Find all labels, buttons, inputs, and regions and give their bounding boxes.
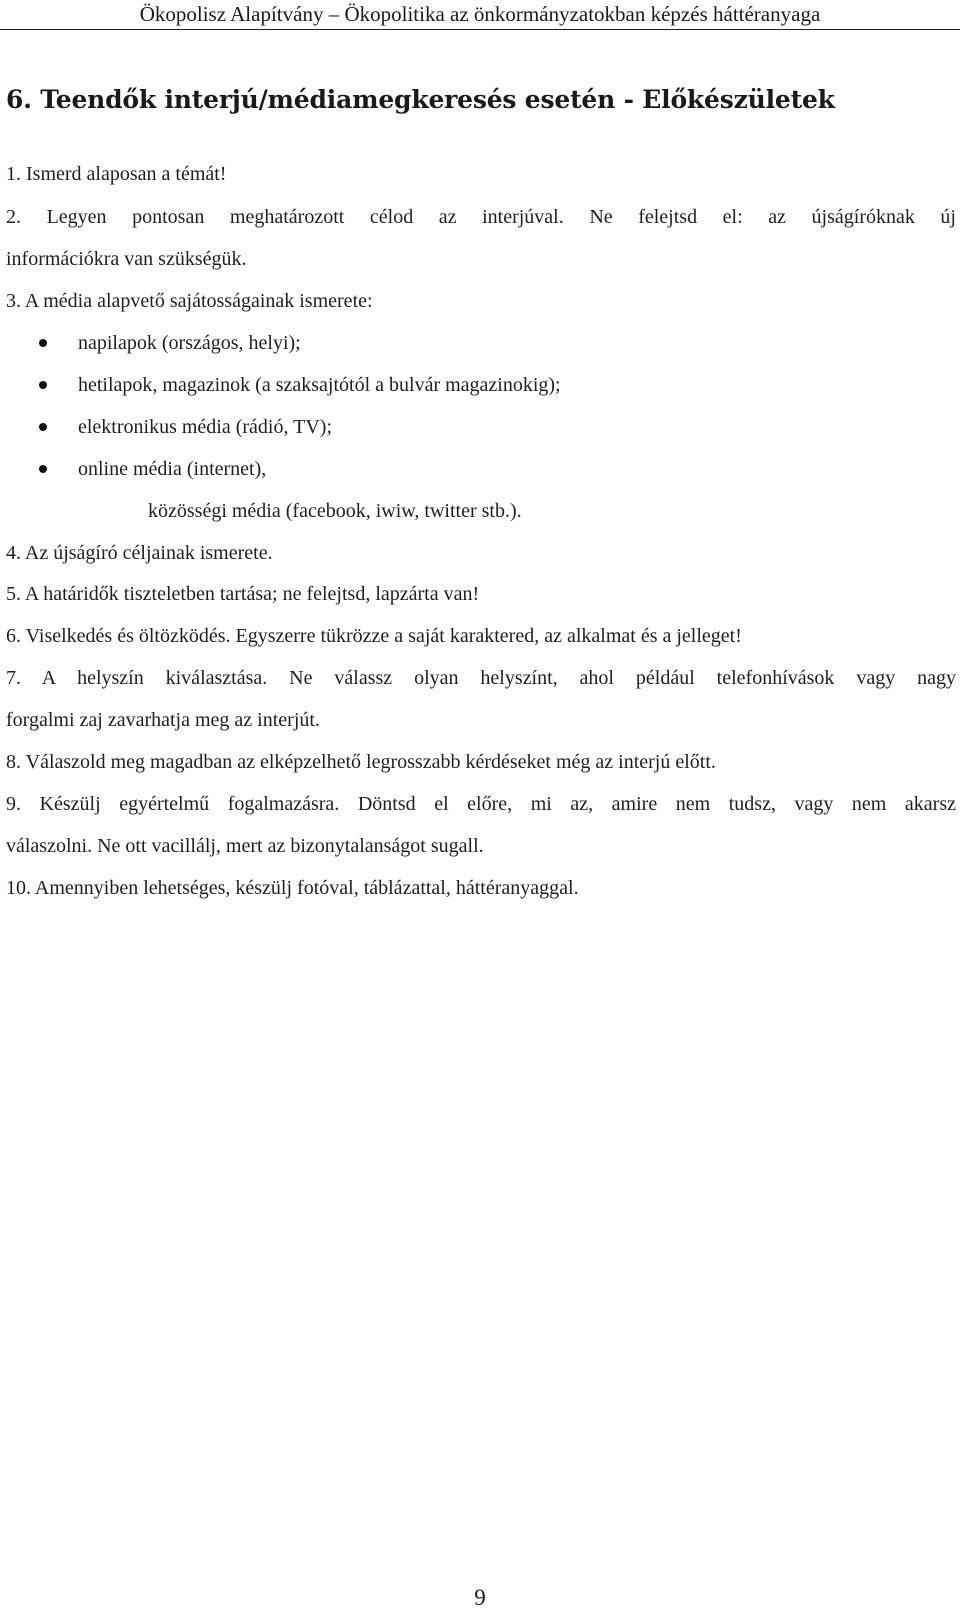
list-item-6: 6. Viselkedés és öltözködés. Egyszerre tükrözze a saját karaktered, az alkalmat és a jelleget! (6, 625, 742, 647)
list-item-2-line-2: információkra van szükségük. (6, 248, 247, 270)
list-item-8: 8. Válaszold meg magadban az elképzelhető legrosszabb kérdéseket még az interjú előtt. (6, 751, 716, 773)
bullet-text: hetilapok, magazinok (a szaksajtótól a bulvár magazinokig); (78, 374, 561, 396)
list-item-5: 5. A határidők tiszteletben tartása; ne felejtsd, lapzárta van! (6, 583, 480, 605)
bullet-dot-icon (39, 339, 47, 347)
bullet-text: elektronikus média (rádió, TV); (78, 416, 333, 438)
list-item-1: 1. Ismerd alaposan a témát! (6, 163, 227, 185)
running-header: Ökopolisz Alapítvány – Ökopolitika az önkormányzatokban képzés háttéranyaga (139, 2, 821, 26)
bullet-text: online média (internet), (78, 458, 267, 480)
section-heading: 6. Teendők interjú/médiamegkeresés esetén - Előkészületek (6, 85, 835, 114)
page-number: 9 (474, 1585, 486, 1610)
bullet-dot-icon (39, 423, 47, 431)
bullet-dot-icon (39, 465, 47, 473)
header-rule (0, 29, 960, 30)
list-item-4: 4. Az újságíró céljainak ismerete. (6, 542, 273, 564)
list-item-9-line-2: válaszolni. Ne ott vacillálj, mert az bizonytalanságot sugall. (6, 835, 484, 857)
list-item-7-line-2: forgalmi zaj zavarhatja meg az interjút. (6, 709, 320, 731)
bullet-text: napilapok (országos, helyi); (78, 332, 301, 354)
bullet-dot-icon (39, 381, 47, 389)
list-item-2-line-1: 2. Legyen pontosan meghatározott célod az interjúval. Ne felejtsd el: az újságíróknak új (6, 206, 956, 228)
list-item-7-line-1: 7. A helyszín kiválasztása. Ne válassz olyan helyszínt, ahol például telefonhívások vagy nagy (6, 667, 956, 689)
bullet-continuation: közösségi média (facebook, iwiw, twitter stb.). (148, 500, 522, 522)
list-item-3: 3. A média alapvető sajátosságainak ismerete: (6, 290, 373, 312)
list-item-10: 10. Amennyiben lehetséges, készülj fotóval, táblázattal, háttéranyaggal. (6, 877, 579, 899)
list-item-9-line-1: 9. Készülj egyértelmű fogalmazásra. Döntsd el előre, mi az, amire nem tudsz, vagy nem akarsz (6, 793, 956, 815)
